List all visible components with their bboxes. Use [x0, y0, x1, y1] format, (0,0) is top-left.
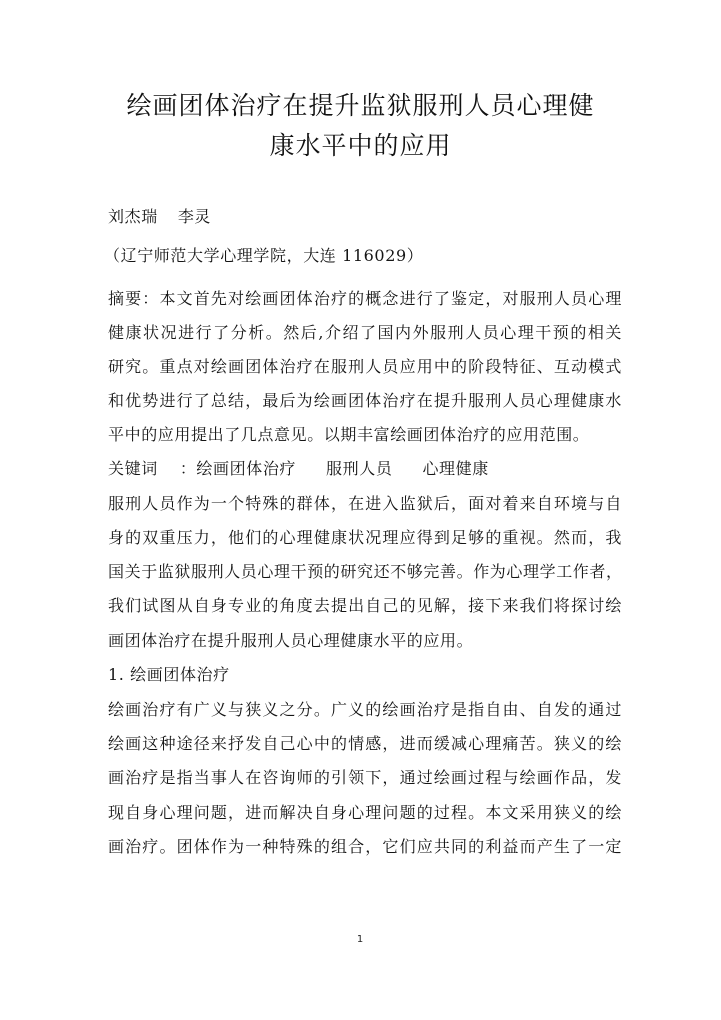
author-line [108, 207, 622, 227]
abstract-line: 平中的应用提出了几点意见。以期丰富绘画团体治疗的应用范围。 [108, 425, 590, 444]
section-line: 画治疗。团体作为一种特殊的组合，它们应共同的利益而产生了一定 [108, 837, 622, 856]
keyword: 服刑人员 [326, 459, 393, 478]
abstract-line: 和优势进行了总结，最后为绘画团体治疗在提升服刑人员心理健康水 [108, 391, 622, 410]
intro-line: 国关于监狱服刑人员心理干预的研究还不够完善。作为心理学工作者， [108, 562, 623, 581]
keywords-line [108, 459, 622, 479]
keyword: 心理健康 [422, 459, 489, 478]
affiliation: （辽宁师范大学心理学院，大连 116029） [104, 246, 424, 265]
document-title [100, 86, 621, 166]
section-heading: 1. 绘画团体治疗 [108, 665, 230, 684]
section-line: 绘画这种途径来抒发自己心中的情感，进而缓减心理痛苦。狭义的绘 [108, 734, 622, 753]
section-line: 现自身心理问题，进而解决自身心理问题的过程。本文采用狭义的绘 [108, 803, 622, 822]
author-name: 刘杰瑞 [108, 207, 158, 226]
section-line: 画治疗是指当事人在咨询师的引领下，通过绘画过程与绘画作品，发 [108, 768, 622, 787]
title-line-2: 康水平中的应用 [269, 131, 452, 160]
page-number: 1 [356, 934, 364, 945]
intro-line: 我们试图从自身专业的角度去提出自己的见解，接下来我们将探讨绘 [108, 596, 622, 615]
section-line: 绘画治疗有广义与狭义之分。广义的绘画治疗是指自由、自发的通过 [108, 700, 622, 719]
keyword: 绘画团体治疗 [196, 459, 297, 478]
intro-line: 身的双重压力，他们的心理健康状况理应得到足够的重视。然而，我 [108, 528, 622, 547]
keywords-label: 关键词 [108, 459, 158, 478]
intro-line: 服刑人员作为一个特殊的群体，在进入监狱后，面对着来自环境与自 [108, 494, 622, 513]
abstract-line: 健康状况进行了分析。然后,介绍了国内外服刑人员心理干预的相关 [108, 323, 622, 342]
title-line-1: 绘画团体治疗在提升监狱服刑人员心理健 [126, 91, 595, 120]
intro-line: 画团体治疗在提升服刑人员心理健康水平的应用。 [108, 631, 474, 650]
abstract-line: 摘要：本文首先对绘画团体治疗的概念进行了鉴定，对服刑人员心理 [108, 289, 622, 308]
keywords-separator: ： [179, 459, 197, 478]
author-name: 李灵 [177, 207, 212, 226]
abstract-line: 研究。重点对绘画团体治疗在服刑人员应用中的阶段特征、互动模式 [108, 357, 622, 376]
